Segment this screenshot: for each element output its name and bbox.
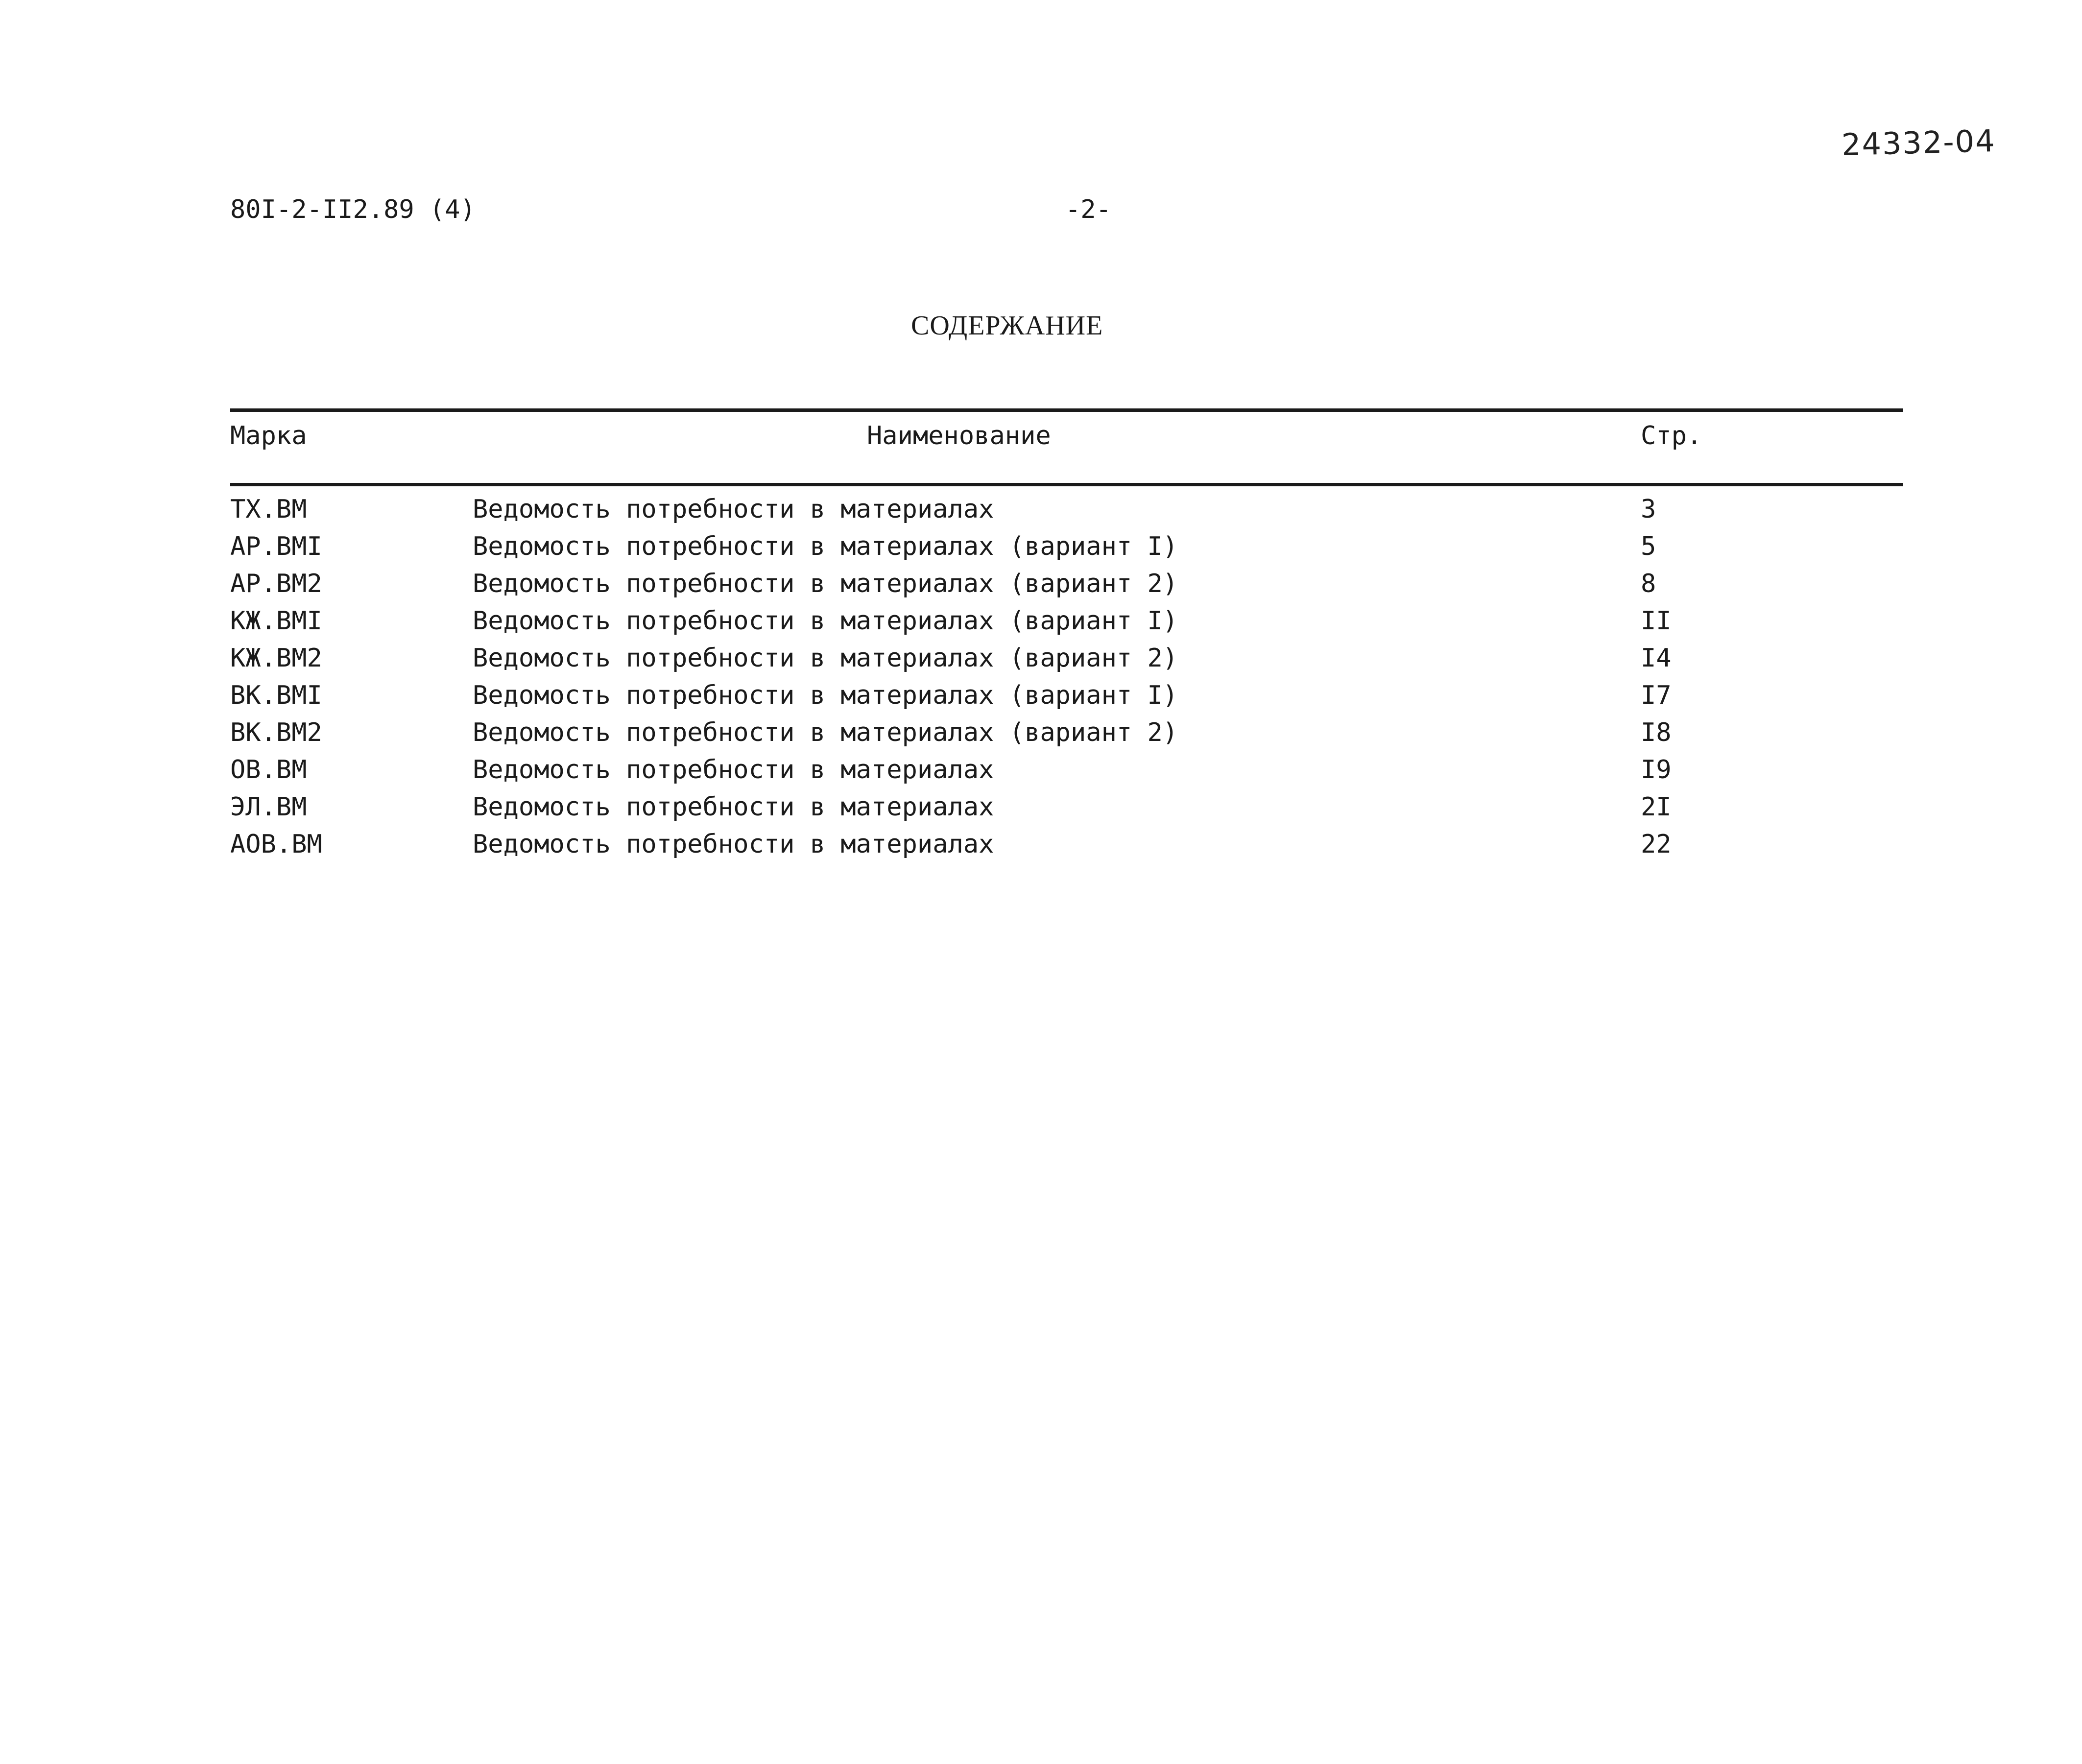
- table-row: [230, 532, 1903, 569]
- column-header-name: Наименование: [867, 421, 1051, 451]
- row-page: I8: [1641, 718, 1672, 747]
- table-row: [230, 495, 1903, 532]
- row-mark: BK.BMI: [230, 681, 322, 710]
- row-name: Ведомость потребности в материалах (вариант 2): [473, 644, 1178, 673]
- row-name: Ведомость потребности в материалах (вариант I): [473, 606, 1178, 636]
- row-mark: КЖ.BM2: [230, 644, 322, 673]
- column-header-mark: Марка: [230, 421, 307, 451]
- row-name: Ведомость потребности в материалах: [473, 755, 994, 785]
- row-name: Ведомость потребности в материалах: [473, 830, 994, 859]
- row-mark: OB.BM: [230, 755, 307, 785]
- inventory-number: 24332-04: [1841, 122, 1996, 163]
- row-page: 5: [1641, 532, 1656, 561]
- row-mark: BK.BM2: [230, 718, 322, 747]
- page-number: -2-: [1065, 195, 1111, 224]
- table-row: [230, 681, 1903, 718]
- document-code: 80I-2-II2.89 (4): [230, 195, 476, 224]
- table-row: [230, 644, 1903, 681]
- row-page: 2I: [1641, 792, 1672, 822]
- table-row: [230, 606, 1903, 644]
- table-header-rule: [230, 483, 1903, 486]
- table-top-rule: [230, 408, 1903, 412]
- row-name: Ведомость потребности в материалах: [473, 792, 994, 822]
- row-page: I4: [1641, 644, 1672, 673]
- page-title: СОДЕРЖАНИЕ: [911, 310, 1103, 341]
- row-page: 22: [1641, 830, 1672, 859]
- table-row: [230, 830, 1903, 867]
- table-row: [230, 569, 1903, 606]
- row-mark: TX.BM: [230, 495, 307, 524]
- row-mark: AP.BM2: [230, 569, 322, 598]
- row-name: Ведомость потребности в материалах (вариант 2): [473, 569, 1178, 598]
- row-page: I9: [1641, 755, 1672, 785]
- table-row: [230, 792, 1903, 830]
- row-mark: КЖ.BMI: [230, 606, 322, 636]
- row-name: Ведомость потребности в материалах (вариант 2): [473, 718, 1178, 747]
- row-mark: AOB.BM: [230, 830, 322, 859]
- row-mark: AP.BMI: [230, 532, 322, 561]
- row-page: 8: [1641, 569, 1656, 598]
- row-name: Ведомость потребности в материалах: [473, 495, 994, 524]
- table-row: [230, 718, 1903, 755]
- row-page: I7: [1641, 681, 1672, 710]
- row-mark: ЭЛ.BM: [230, 792, 307, 822]
- row-page: II: [1641, 606, 1672, 636]
- column-header-page: Стр.: [1641, 421, 1702, 451]
- row-name: Ведомость потребности в материалах (вариант I): [473, 532, 1178, 561]
- contents-table-body: [230, 495, 1903, 867]
- table-row: [230, 755, 1903, 792]
- row-page: 3: [1641, 495, 1656, 524]
- row-name: Ведомость потребности в материалах (вариант I): [473, 681, 1178, 710]
